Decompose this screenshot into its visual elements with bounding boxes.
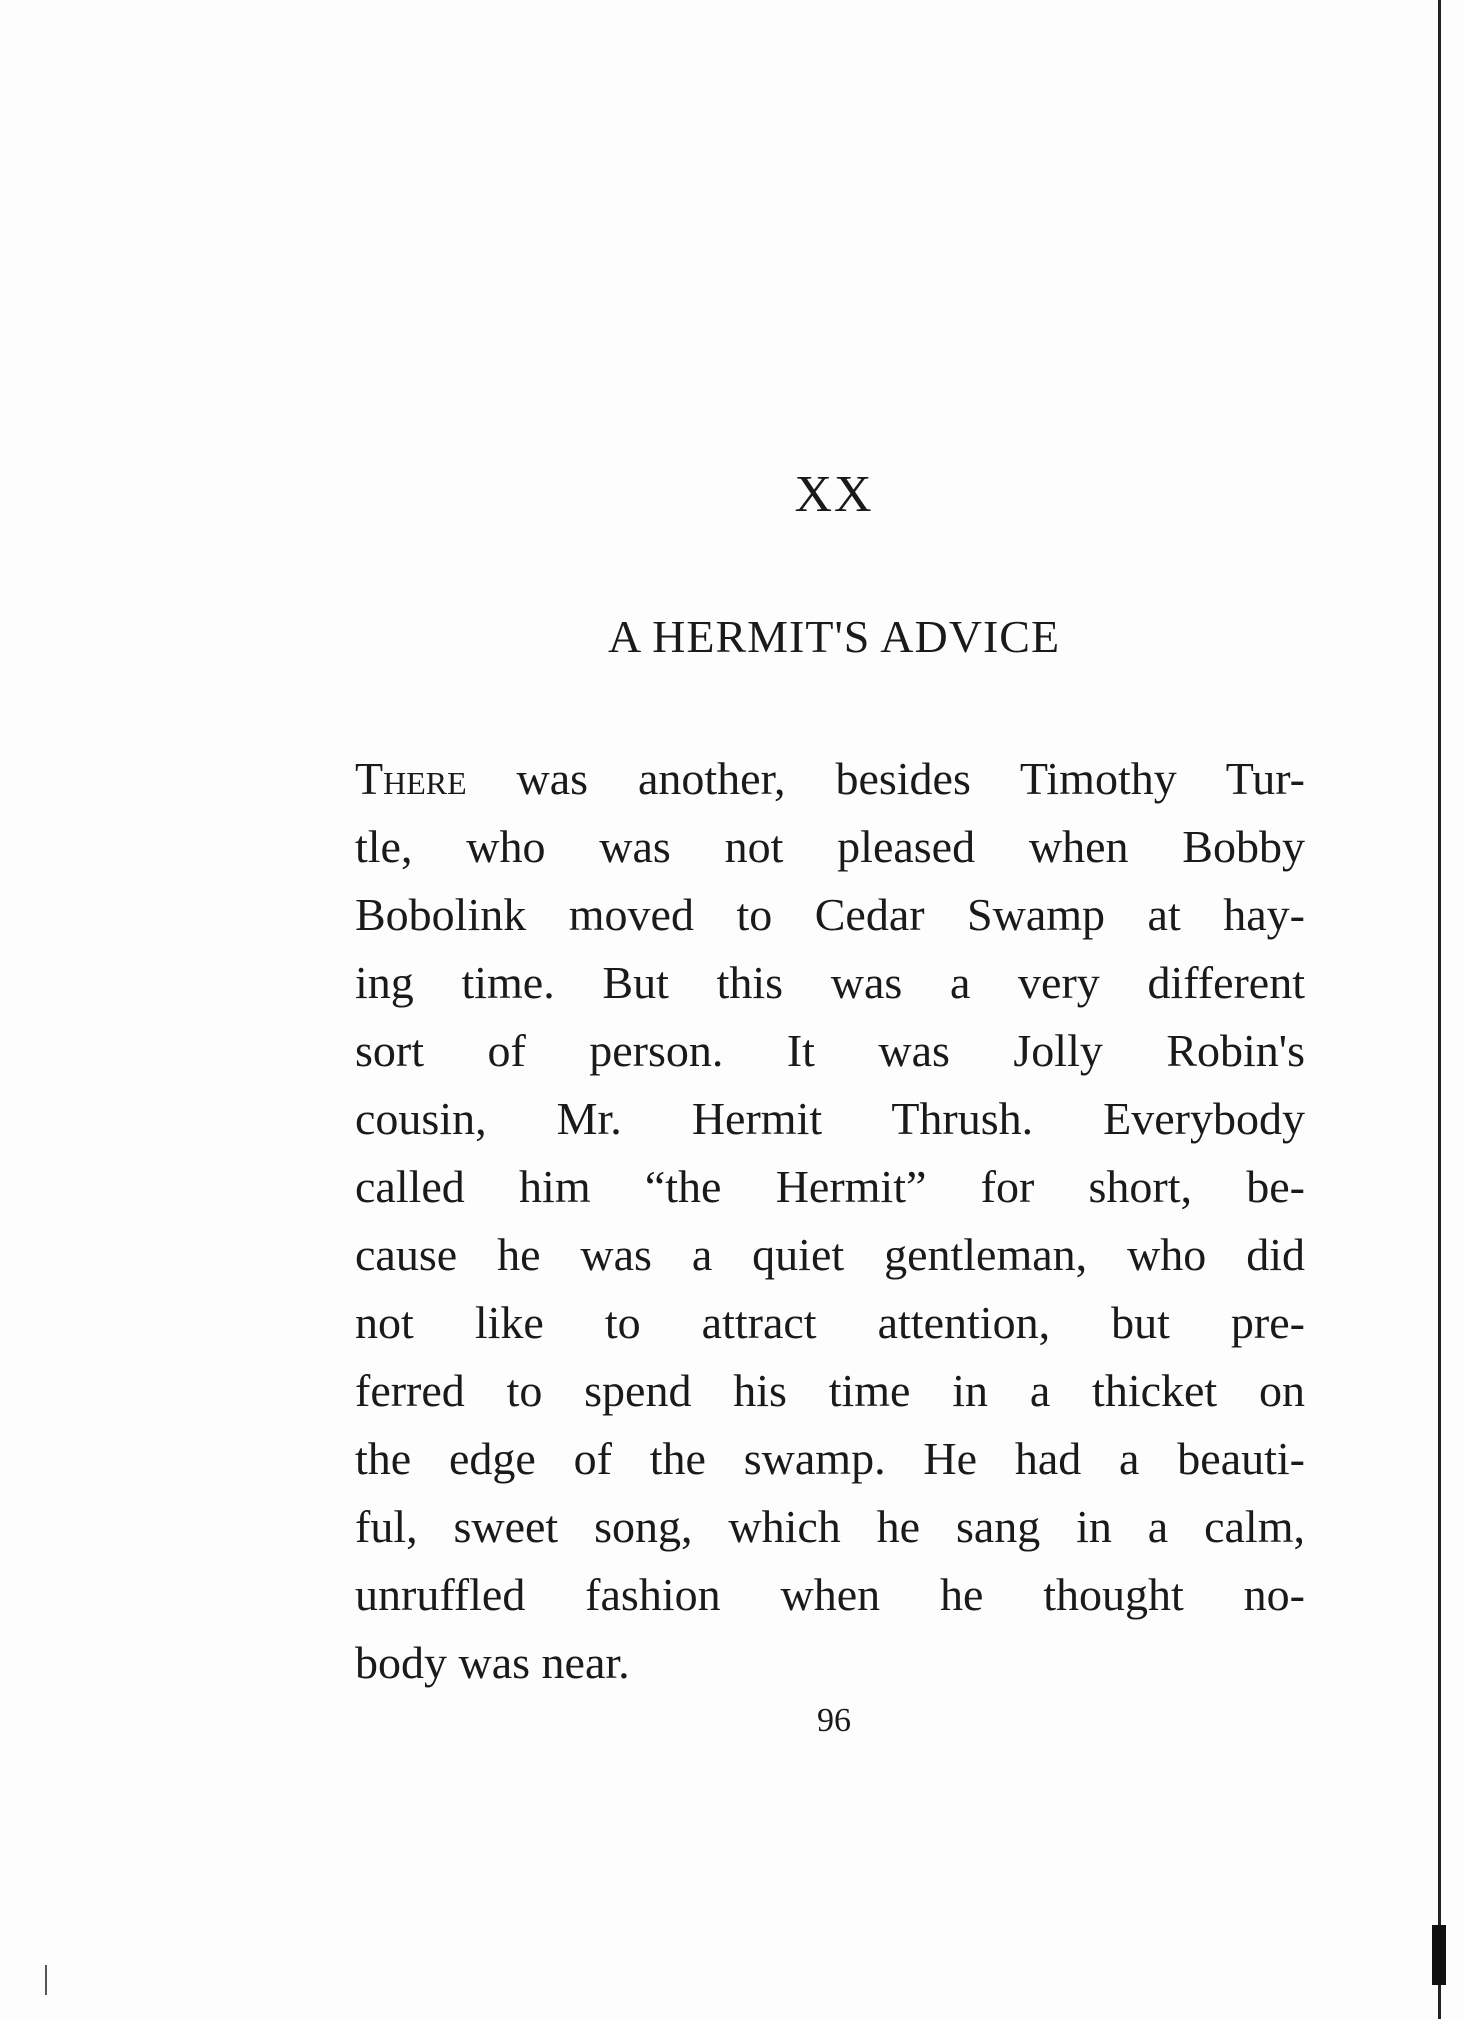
text-line: not like to attract attention, but pre- (355, 1297, 1305, 1348)
chapter-number: XX (794, 466, 874, 523)
page-edge-ink-blot (1432, 1925, 1446, 1985)
text-line (355, 745, 1305, 813)
text-line: ferred to spend his time in a thicket on (355, 1365, 1305, 1416)
chapter-title: A HERMIT'S ADVICE (607, 611, 1061, 662)
text-line: body was near. (355, 1637, 630, 1688)
page-number: 96 (817, 1702, 851, 1739)
text-line: tle, who was not pleased when Bobby (355, 821, 1305, 872)
text-line-content: was another, besides Timothy Tur- (466, 753, 1305, 804)
text-line: sort of person. It was Jolly Robin's (355, 1025, 1305, 1076)
page-left-margin-mark (45, 1965, 47, 1995)
text-line: unruffled fashion when he thought no- (355, 1569, 1305, 1620)
text-line: Bobolink moved to Cedar Swamp at hay- (355, 889, 1305, 940)
text-line: ing time. But this was a very different (355, 957, 1305, 1008)
text-line: cause he was a quiet gentleman, who did (355, 1229, 1305, 1280)
text-line: ful, sweet song, which he sang in a calm, (355, 1501, 1305, 1552)
body-paragraph (355, 745, 1305, 1697)
text-line: called him “the Hermit” for short, be- (355, 1161, 1305, 1212)
text-line: cousin, Mr. Hermit Thrush. Everybody (355, 1093, 1305, 1144)
lead-word: There (355, 753, 467, 804)
text-line: the edge of the swamp. He had a beauti- (355, 1433, 1305, 1484)
